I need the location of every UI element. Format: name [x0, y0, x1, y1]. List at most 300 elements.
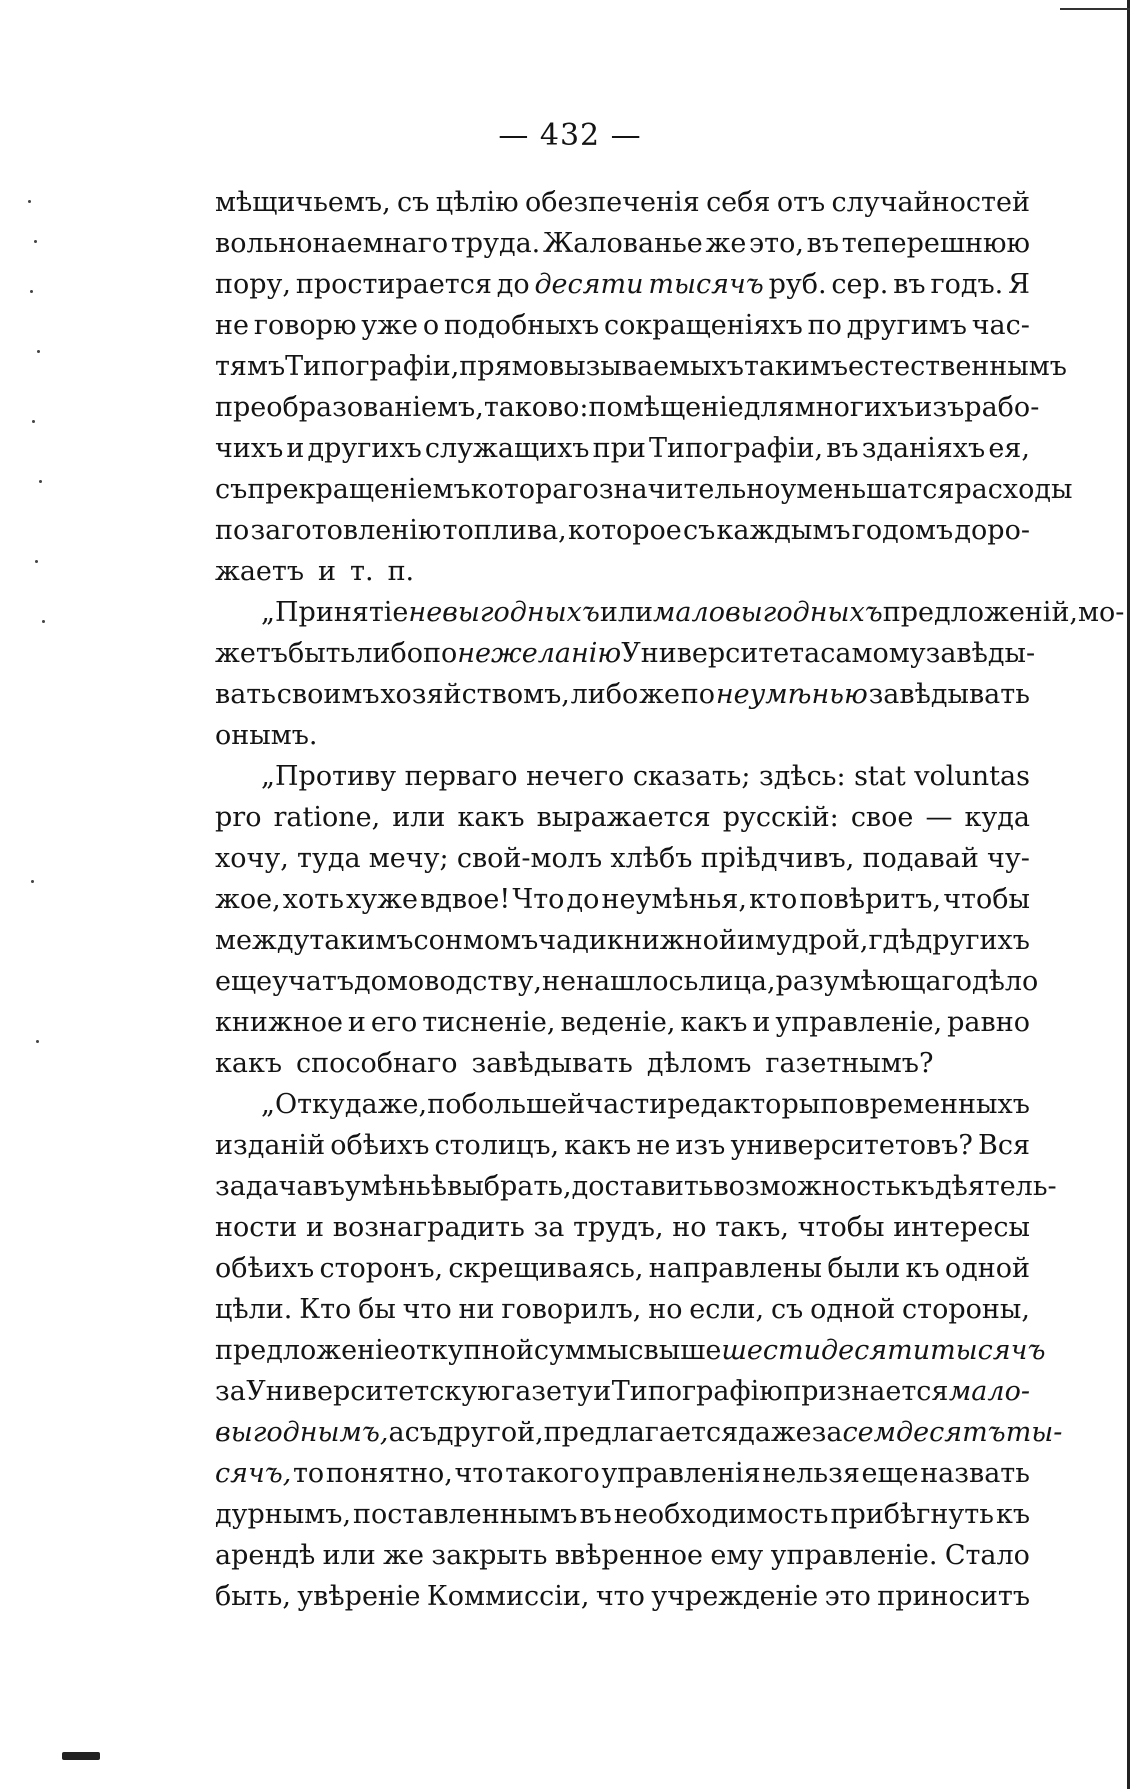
- word: съ: [770, 1294, 804, 1325]
- word: обѣихъ: [215, 1253, 315, 1284]
- word: скрещиваясь,: [448, 1253, 644, 1284]
- word: отъ: [776, 187, 826, 218]
- word: необходимость: [613, 1499, 829, 1530]
- word: но: [672, 1212, 707, 1243]
- word: обезпеченія: [525, 187, 700, 218]
- text-line: [215, 879, 1030, 920]
- italic-word: мало-: [948, 1376, 1030, 1407]
- word: не: [636, 1130, 671, 1161]
- word: управленіе,: [775, 1007, 943, 1038]
- word: мо-: [1078, 597, 1125, 628]
- word: Вся: [977, 1130, 1030, 1161]
- word: чу-: [987, 843, 1030, 874]
- word: газету: [501, 1376, 593, 1407]
- word: вать: [215, 679, 276, 710]
- word: большей: [461, 1089, 586, 1120]
- word: говорилъ,: [501, 1294, 642, 1325]
- word: цѣлію: [435, 187, 519, 218]
- word: это,: [749, 228, 804, 259]
- word: закрыть: [431, 1540, 548, 1571]
- word: пріѣдчивъ,: [700, 843, 855, 874]
- word: но: [648, 1294, 683, 1325]
- word: теперешнюю: [841, 228, 1030, 259]
- word: вызываемыхъ: [548, 351, 744, 382]
- word: и: [318, 556, 337, 587]
- word: повѣритъ,: [799, 884, 942, 915]
- word: чади: [538, 925, 607, 956]
- word: топлива,: [442, 515, 567, 546]
- word: сказать;: [632, 761, 751, 792]
- word: откупной: [399, 1335, 534, 1366]
- text-line: [215, 510, 1030, 551]
- word: уже: [361, 310, 418, 341]
- word: признается: [783, 1376, 949, 1407]
- word: же: [639, 679, 680, 710]
- word: гдѣ: [868, 925, 916, 956]
- word: за: [215, 1376, 246, 1407]
- word: университетовъ?: [730, 1130, 973, 1161]
- word: стороны,: [902, 1294, 1030, 1325]
- word: сторонъ,: [319, 1253, 444, 1284]
- word: трудъ,: [573, 1212, 664, 1243]
- body-text: [215, 182, 1125, 1617]
- word: Университетскую: [246, 1376, 501, 1407]
- word: къ: [900, 1171, 935, 1202]
- word: свыше: [628, 1335, 722, 1366]
- word: книжное: [215, 1007, 343, 1038]
- word: что: [454, 1458, 504, 1489]
- word: ея,: [988, 433, 1030, 464]
- word: Что: [512, 884, 565, 915]
- word: къ: [905, 1253, 940, 1284]
- text-line: [215, 1330, 1046, 1371]
- word: арендѣ: [215, 1540, 316, 1571]
- word: уменьшатся: [780, 474, 955, 505]
- word: ему: [710, 1540, 764, 1571]
- binding-mark: [62, 1752, 100, 1760]
- word: онымъ.: [215, 720, 318, 751]
- text-line: [215, 469, 1073, 510]
- word: каждымъ: [716, 515, 851, 546]
- word: чихъ: [215, 433, 284, 464]
- word: жетъ: [215, 638, 288, 669]
- word: и: [347, 1007, 366, 1038]
- word: нельзя: [762, 1458, 860, 1489]
- word: Жалованье: [542, 228, 703, 259]
- word: значительно: [598, 474, 781, 505]
- word: за: [811, 1417, 843, 1448]
- word: жаетъ: [215, 556, 305, 587]
- word: ввѣренное: [554, 1540, 704, 1571]
- text-line: [215, 920, 1030, 961]
- word: или: [392, 802, 446, 833]
- word: съ: [215, 474, 248, 505]
- word: выражается: [536, 802, 711, 833]
- text-line: [215, 1166, 1057, 1207]
- word: дурнымъ,: [215, 1499, 352, 1530]
- word: понятно,: [325, 1458, 453, 1489]
- word: же,: [377, 1089, 428, 1120]
- word: и: [736, 925, 755, 956]
- word: Типографіи,: [285, 351, 460, 382]
- word: Типографію: [611, 1376, 783, 1407]
- word: книжной: [606, 925, 737, 956]
- word: дѣломъ: [646, 1048, 752, 1079]
- word: „Откуда: [261, 1089, 378, 1120]
- word: сокращеніяхъ: [604, 310, 803, 341]
- word: прибѣгнуть: [830, 1499, 994, 1530]
- word: час-: [971, 310, 1030, 341]
- word: веденіе,: [560, 1007, 676, 1038]
- word: здѣсь:: [759, 761, 846, 792]
- text-line: [215, 387, 1040, 428]
- italic-word: тысячъ: [648, 269, 764, 300]
- text-line: [215, 346, 1067, 387]
- text-line: [215, 428, 1030, 469]
- word: подавай: [862, 843, 979, 874]
- word: по: [215, 515, 250, 546]
- word: и: [593, 1376, 612, 1407]
- text-line: [215, 1453, 1030, 1494]
- word: поставленнымъ: [353, 1499, 578, 1530]
- text-line: [215, 264, 1030, 305]
- word: учатъ: [272, 966, 355, 997]
- word: дѣятель-: [934, 1171, 1057, 1202]
- word: самому: [820, 638, 926, 669]
- text-line: [215, 305, 1030, 346]
- text-line: [215, 633, 1036, 674]
- word: лица,: [698, 966, 776, 997]
- word: voluntas: [914, 761, 1030, 792]
- word: такъ,: [715, 1212, 789, 1243]
- word: же: [383, 1540, 424, 1571]
- word: дѣло: [971, 966, 1039, 997]
- word: другой,: [436, 1417, 544, 1448]
- word: изъ: [914, 392, 965, 423]
- italic-word: выгоднымъ,: [215, 1417, 389, 1448]
- word: то: [293, 1458, 325, 1489]
- word: ности: [215, 1212, 298, 1243]
- text-line: [215, 1084, 1030, 1125]
- word: равно: [947, 1007, 1030, 1038]
- word: рабо-: [964, 392, 1040, 423]
- word: какъ: [457, 802, 525, 833]
- word: либо: [355, 638, 423, 669]
- word: увѣреніе: [297, 1581, 421, 1612]
- word: части: [585, 1089, 668, 1120]
- word: свое: [850, 802, 914, 833]
- word: помѣщеніе: [588, 392, 744, 423]
- word: за: [533, 1212, 565, 1243]
- text-line: [215, 674, 1030, 715]
- italic-word: семдесятъ: [842, 1417, 1006, 1448]
- word: Типографіи,: [648, 433, 824, 464]
- word: въ: [826, 433, 859, 464]
- word: завѣдывать: [471, 1048, 633, 1079]
- word: способнаго: [296, 1048, 458, 1079]
- word: хозяйствомъ,: [380, 679, 570, 710]
- word: завѣды-: [925, 638, 1036, 669]
- word: съ: [397, 187, 430, 218]
- word: интересы: [893, 1212, 1030, 1243]
- word: въ: [806, 228, 840, 259]
- word: хуже: [346, 884, 418, 915]
- word: одной: [810, 1294, 896, 1325]
- text-line: [215, 1043, 1030, 1084]
- word: умѣньѣ: [344, 1171, 448, 1202]
- word: годомъ: [851, 515, 954, 546]
- word: съ: [404, 1417, 437, 1448]
- word: быть: [287, 638, 356, 669]
- word: съ: [682, 515, 716, 546]
- text-line: [215, 551, 1030, 592]
- word: говорю: [253, 310, 357, 341]
- word: его: [370, 1007, 418, 1038]
- word: изъ: [675, 1130, 726, 1161]
- word: русскій:: [722, 802, 839, 833]
- word: кто: [749, 884, 798, 915]
- word: въ: [312, 1171, 345, 1202]
- word: такимъ: [309, 925, 414, 956]
- word: другихъ: [307, 433, 422, 464]
- word: до: [566, 884, 600, 915]
- text-line: [215, 1412, 1063, 1453]
- word: мудрой,: [754, 925, 869, 956]
- word: Коммиссіи,: [426, 1581, 590, 1612]
- word: между: [215, 925, 310, 956]
- word: себя: [706, 187, 771, 218]
- italic-word: маловыгодныхъ: [653, 597, 883, 628]
- word: къ: [995, 1499, 1030, 1530]
- italic-word: сячъ,: [215, 1458, 292, 1489]
- page-number: — 432 —: [498, 118, 642, 153]
- word: бы: [358, 1294, 396, 1325]
- word: или: [322, 1540, 376, 1571]
- word: нечего: [526, 761, 625, 792]
- word: мечу;: [368, 843, 449, 874]
- word: если,: [689, 1294, 765, 1325]
- word: неумѣнья,: [601, 884, 748, 915]
- word: pro: [215, 802, 262, 833]
- word: или: [599, 597, 654, 628]
- word: мѣщичьемъ,: [215, 187, 391, 218]
- word: Стало: [944, 1540, 1030, 1571]
- word: труда.: [450, 228, 541, 259]
- text-line: [215, 1248, 1030, 1289]
- text-line: [215, 223, 1030, 264]
- word: такого: [505, 1458, 600, 1489]
- italic-word: десяти: [534, 269, 644, 300]
- text-line: [215, 1494, 1030, 1535]
- italic-word: ты-: [1005, 1417, 1063, 1448]
- word: ratione,: [273, 802, 381, 833]
- word: суммы: [533, 1335, 629, 1366]
- word: тисненіе,: [422, 1007, 556, 1038]
- italic-word: нежеланію: [457, 638, 622, 669]
- word: задача: [215, 1171, 313, 1202]
- text-line: [215, 592, 1125, 633]
- word: для: [743, 392, 795, 423]
- word: еще: [215, 966, 273, 997]
- italic-word: невыгодныхъ: [408, 597, 600, 628]
- word: въ: [579, 1499, 612, 1530]
- word: —: [925, 802, 953, 833]
- italic-word: тысячъ: [930, 1335, 1046, 1366]
- word: чтобы: [943, 884, 1030, 915]
- word: руб.: [768, 269, 827, 300]
- word: газетнымъ?: [765, 1048, 934, 1079]
- word: которое: [567, 515, 682, 546]
- word: зданіяхъ: [861, 433, 986, 464]
- word: цѣли.: [215, 1294, 293, 1325]
- word: что: [402, 1294, 452, 1325]
- word: не: [215, 310, 249, 341]
- word: сер.: [831, 269, 889, 300]
- word: же: [705, 228, 747, 259]
- word: по: [423, 638, 458, 669]
- word: направлены: [648, 1253, 823, 1284]
- word: обѣихъ: [330, 1130, 430, 1161]
- text-line: [215, 797, 1030, 838]
- word: другихъ: [915, 925, 1030, 956]
- word: свой-молъ: [456, 843, 603, 874]
- word: редакторы: [667, 1089, 821, 1120]
- word: и: [752, 1007, 771, 1038]
- word: возможность: [713, 1171, 901, 1202]
- word: предлагается: [543, 1417, 739, 1448]
- word: ни: [458, 1294, 495, 1325]
- word: и: [286, 433, 305, 464]
- text-line: [215, 961, 1039, 1002]
- word: заготовленію: [250, 515, 442, 546]
- word: естественнымъ: [848, 351, 1067, 382]
- word: „Принятіе: [261, 597, 409, 628]
- word: котораго: [470, 474, 599, 505]
- word: перваго: [404, 761, 518, 792]
- word: хлѣбъ: [610, 843, 693, 874]
- word: п.: [387, 556, 415, 587]
- word: какъ: [680, 1007, 748, 1038]
- word: и: [306, 1212, 325, 1243]
- text-line: [215, 756, 1030, 797]
- word: служащихъ: [424, 433, 590, 464]
- word: быть,: [215, 1581, 291, 1612]
- word: еще: [861, 1458, 919, 1489]
- word: чтобы: [797, 1212, 885, 1243]
- word: какъ: [215, 1048, 283, 1079]
- word: вознаградить: [332, 1212, 525, 1243]
- word: таково:: [483, 392, 589, 423]
- word: доставить: [571, 1171, 714, 1202]
- text-line: [215, 1002, 1030, 1043]
- word: предложеніе: [215, 1335, 400, 1366]
- word: назвать: [920, 1458, 1030, 1489]
- word: не: [541, 966, 576, 997]
- word: управленіе.: [770, 1540, 938, 1571]
- word: по: [807, 310, 842, 341]
- corner-scan-mark: [1060, 8, 1130, 10]
- text-line: [215, 1576, 1030, 1617]
- text-line: [215, 1371, 1030, 1412]
- text-line: [215, 1535, 1030, 1576]
- word: а: [388, 1417, 405, 1448]
- text-line: [215, 715, 1030, 756]
- word: изданій: [215, 1130, 326, 1161]
- word: повременныхъ: [820, 1089, 1030, 1120]
- word: завѣдывать: [868, 679, 1030, 710]
- word: домоводству,: [354, 966, 542, 997]
- word: тямъ: [215, 351, 286, 382]
- italic-word: неумѣнью: [715, 679, 868, 710]
- word: преобразованіемъ,: [215, 392, 484, 423]
- word: это: [824, 1581, 871, 1612]
- word: до: [496, 269, 530, 300]
- word: простирается: [295, 269, 492, 300]
- word: либо: [570, 679, 639, 710]
- text-line: [215, 838, 1030, 879]
- word: туда: [297, 843, 361, 874]
- word: своимъ: [276, 679, 380, 710]
- word: въ: [893, 269, 926, 300]
- word: прямо: [459, 351, 549, 382]
- word: выбрать,: [447, 1171, 572, 1202]
- word: другимъ: [846, 310, 967, 341]
- italic-word: шестидесяти: [721, 1335, 931, 1366]
- word: даже: [738, 1417, 812, 1448]
- word: по: [427, 1089, 462, 1120]
- page-edge-rule: [1127, 0, 1130, 1789]
- word: нашлось: [575, 966, 699, 997]
- word: вдвое!: [420, 884, 511, 915]
- word: что: [595, 1581, 645, 1612]
- word: какъ: [564, 1130, 632, 1161]
- word: учрежденіе: [651, 1581, 819, 1612]
- word: расходы: [954, 474, 1073, 505]
- word: прекращеніемъ: [247, 474, 471, 505]
- word: по: [680, 679, 716, 710]
- word: при: [592, 433, 646, 464]
- word: случайностей: [831, 187, 1030, 218]
- word: куда: [964, 802, 1030, 833]
- word: годъ.: [930, 269, 1004, 300]
- word: т.: [350, 556, 374, 587]
- word: такимъ: [743, 351, 849, 382]
- word: управленія: [601, 1458, 761, 1489]
- word: Я: [1008, 269, 1030, 300]
- word: одной: [944, 1253, 1030, 1284]
- word: Кто: [299, 1294, 352, 1325]
- word: о: [422, 310, 440, 341]
- text-line: [215, 182, 1030, 223]
- word: столицъ,: [434, 1130, 560, 1161]
- word: сонмомъ: [413, 925, 539, 956]
- word: Университета: [621, 638, 821, 669]
- word: были: [827, 1253, 901, 1284]
- word: хочу,: [215, 843, 289, 874]
- word: пору,: [215, 269, 292, 300]
- word: приноситъ: [877, 1581, 1030, 1612]
- word: предложеній,: [882, 597, 1079, 628]
- word: вольнонаемнаго: [215, 228, 449, 259]
- word: разумѣющаго: [775, 966, 972, 997]
- text-line: [215, 1125, 1030, 1166]
- word: „Противу: [261, 761, 397, 792]
- text-line: [215, 1207, 1030, 1248]
- word: доро-: [954, 515, 1030, 546]
- word: stat: [854, 761, 906, 792]
- word: хоть: [282, 884, 344, 915]
- text-line: [215, 1289, 1030, 1330]
